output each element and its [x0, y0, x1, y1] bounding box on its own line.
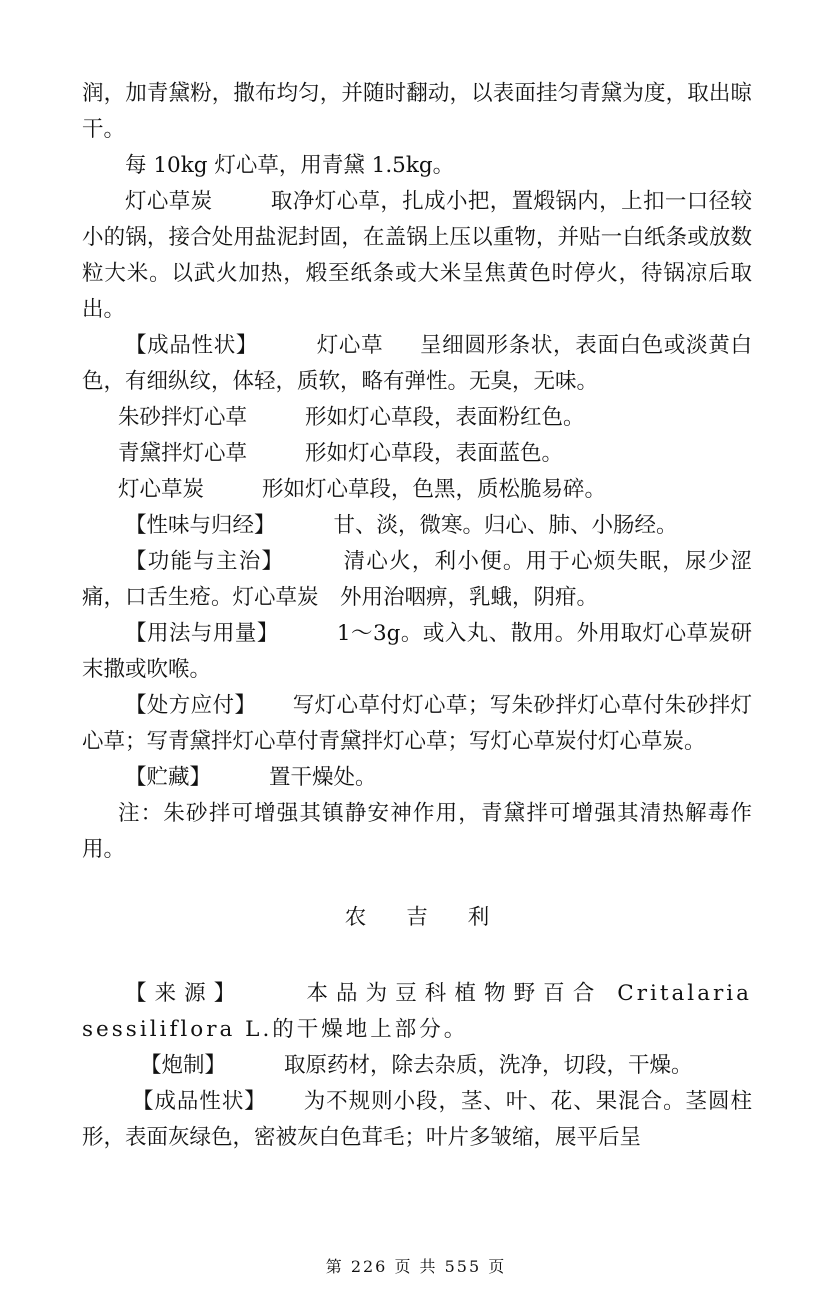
entry-heading: 朱砂拌灯心草 — [118, 405, 248, 430]
entry-body: 本品为豆科植物野百合 Critalaria sessiliflora L.的干燥地上部分。 — [82, 981, 752, 1042]
section-title: 农吉利 — [344, 905, 530, 930]
entry-heading: 青黛拌灯心草 — [118, 441, 248, 466]
section-heading: 【性味与归经】 — [125, 513, 276, 538]
entry-body: 取净灯心草，扎成小把，置煅锅内，上扣一口径较小的锅，接合处用盐泥封固，在盖锅上压以重物，并贴一白纸条或放数粒大米。以武火加热，煅至纸条或大米呈焦黄色时停火，待锅凉后取出。 — [82, 189, 752, 322]
entry-heading: 灯心草炭 — [125, 189, 213, 214]
entry-body: 1～3g。或入丸、散用。外用取灯心草炭研末撒或吹喉。 — [82, 621, 752, 682]
paragraph-charcoal-variant — [82, 472, 752, 508]
paragraph-processing — [82, 1048, 752, 1084]
section-heading: 【处方应付】 — [125, 693, 257, 718]
entry-subheading: 灯心草 — [316, 333, 384, 358]
paragraph-charcoal-method — [82, 184, 752, 328]
entry-heading: 灯心草炭 — [118, 477, 205, 502]
paragraph-cinnabar-variant — [82, 400, 752, 436]
paragraph-product-traits — [82, 328, 752, 400]
document-page — [82, 76, 752, 1156]
paragraph-storage — [82, 760, 752, 796]
entry-body: 取原药材，除去杂质，洗净，切段，干燥。 — [284, 1053, 693, 1078]
entry-body: 甘、淡，微寒。归心、肺、小肠经。 — [333, 513, 678, 538]
section-heading: 【成品性状】 — [132, 1089, 267, 1114]
page-number-footer: 第 226 页 共 555 页 — [325, 1257, 507, 1276]
entry-body: 形如灯心草段，表面粉红色。 — [305, 405, 585, 430]
section-heading: 【用法与用量】 — [125, 621, 279, 646]
entry-body: 形如灯心草段，表面蓝色。 — [305, 441, 564, 466]
paragraph-source — [82, 976, 752, 1048]
section-heading: 【贮藏】 — [125, 765, 212, 790]
paragraph-nature-meridian — [82, 508, 752, 544]
entry-body: 置干燥处。 — [269, 765, 377, 790]
entry-body: 为不规则小段，茎、叶、花、果混合。茎圆柱形，表面灰绿色，密被灰白色茸毛；叶片多皱缩，展平后呈 — [82, 1089, 752, 1150]
section-heading: 【成品性状】 — [125, 333, 259, 358]
entry-body: 清心火，利小便。用于心烦失眠，尿少涩痛，口舌生疮。灯心草炭 外用治咽痹，乳蛾，阴疳。 — [82, 549, 752, 610]
paragraph-prescription — [82, 688, 752, 760]
paragraph-dosage-note: 每 10kg 灯心草，用青黛 1.5kg。 — [125, 153, 455, 178]
section-heading: 【功能与主治】 — [125, 549, 285, 574]
entry-body: 写灯心草付灯心草；写朱砂拌灯心草付朱砂拌灯心草；写青黛拌灯心草付青黛拌灯心草；写灯心草炭付灯心草炭。 — [82, 693, 752, 754]
entry-body: 形如灯心草段，色黑，质松脆易碎。 — [262, 477, 607, 502]
paragraph-function-indication — [82, 544, 752, 616]
paragraph-note: 注：朱砂拌可增强其镇静安神作用，青黛拌可增强其清热解毒作用。 — [82, 801, 752, 862]
paragraph-continuation: 润，加青黛粉，撒布均匀，并随时翻动，以表面挂匀青黛为度，取出晾干。 — [82, 81, 752, 142]
paragraph-product-traits-2 — [82, 1084, 752, 1156]
entry-body: 呈细圆形条状，表面白色或淡黄白色，有细纵纹，体轻，质软，略有弹性。无臭，无味。 — [82, 333, 752, 394]
section-heading: 【来源】 — [125, 981, 244, 1006]
paragraph-indigo-variant — [82, 436, 752, 472]
paragraph-usage-dosage — [82, 616, 752, 688]
section-heading: 【炮制】 — [140, 1053, 227, 1078]
